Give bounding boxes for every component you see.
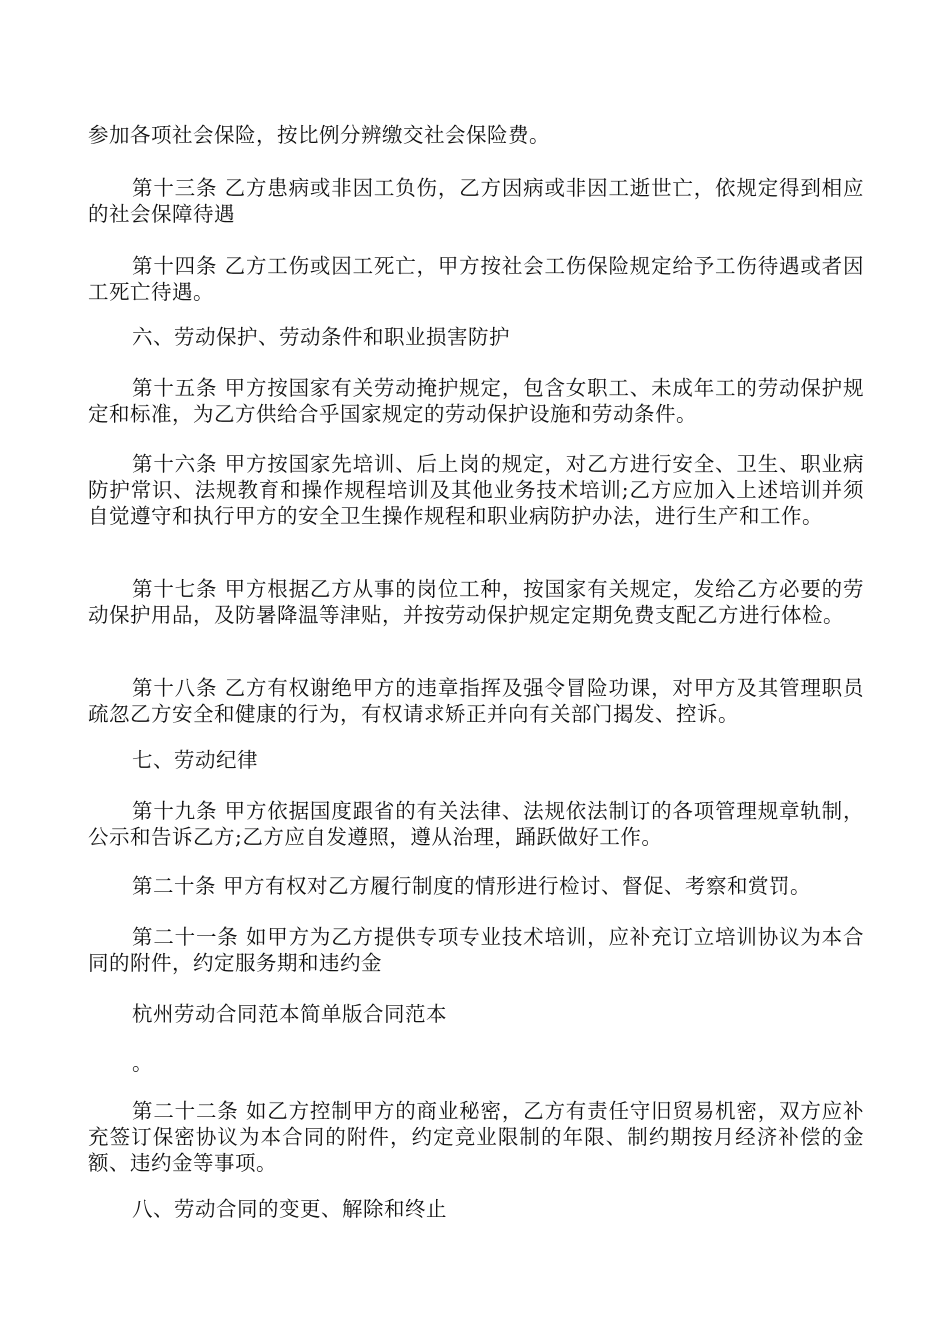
inserted-title-line: 杭州劳动合同范本简单版合同范本 (132, 1002, 447, 1026)
paragraph-article-21: 第二十一条 如甲方为乙方提供专项专业技术培训，应补充订立培训协议为本合同的附件，约定服务期和违约金 (88, 925, 864, 975)
paragraph-social-insurance-continuation: 参加各项社会保险，按比例分辨缴交社会保险费。 (88, 123, 550, 147)
section-heading-6: 六、劳动保护、劳动条件和职业损害防护 (132, 325, 510, 349)
paragraph-period: 。 (132, 1051, 153, 1075)
paragraph-article-17: 第十七条 甲方根据乙方从事的岗位工种，按国家有关规定，发给乙方必要的劳动保护用品，及防暑降温等津贴，并按劳动保护规定定期免费支配乙方进行体检。 (88, 577, 864, 627)
section-heading-7: 七、劳动纪律 (132, 748, 258, 772)
paragraph-article-20: 第二十条 甲方有权对乙方履行制度的情形进行检讨、督促、考察和赏罚。 (132, 874, 812, 898)
section-heading-8: 八、劳动合同的变更、解除和终止 (132, 1197, 447, 1221)
paragraph-article-22: 第二十二条 如乙方控制甲方的商业秘密，乙方有责任守旧贸易机密，双方应补充签订保密协议为本合同的附件，约定竞业限制的年限、制约期按月经济补偿的金额、违约金等事项。 (88, 1099, 864, 1175)
paragraph-article-13: 第十三条 乙方患病或非因工负伤，乙方因病或非因工逝世亡，依规定得到相应的社会保障待遇 (88, 176, 864, 226)
paragraph-article-16: 第十六条 甲方按国家先培训、后上岗的规定，对乙方进行安全、卫生、职业病防护常识、法规教育和操作规程培训及其他业务技术培训;乙方应加入上述培训并须自觉遵守和执行甲方的安全卫生操作规程和职业病防护办法，进行生产和工作。 (88, 452, 864, 528)
paragraph-article-14: 第十四条 乙方工伤或因工死亡，甲方按社会工伤保险规定给予工伤待遇或者因工死亡待遇。 (88, 254, 864, 304)
paragraph-article-15: 第十五条 甲方按国家有关劳动掩护规定，包含女职工、未成年工的劳动保护规定和标准，为乙方供给合乎国家规定的劳动保护设施和劳动条件。 (88, 376, 864, 426)
paragraph-article-18: 第十八条 乙方有权谢绝甲方的违章指挥及强令冒险功课，对甲方及其管理职员疏忽乙方安全和健康的行为，有权请求矫正并向有关部门揭发、控诉。 (88, 676, 864, 726)
paragraph-article-19: 第十九条 甲方依据国度跟省的有关法律、法规依法制订的各项管理规章轨制，公示和告诉乙方;乙方应自发遵照，遵从治理，踊跃做好工作。 (88, 799, 864, 849)
